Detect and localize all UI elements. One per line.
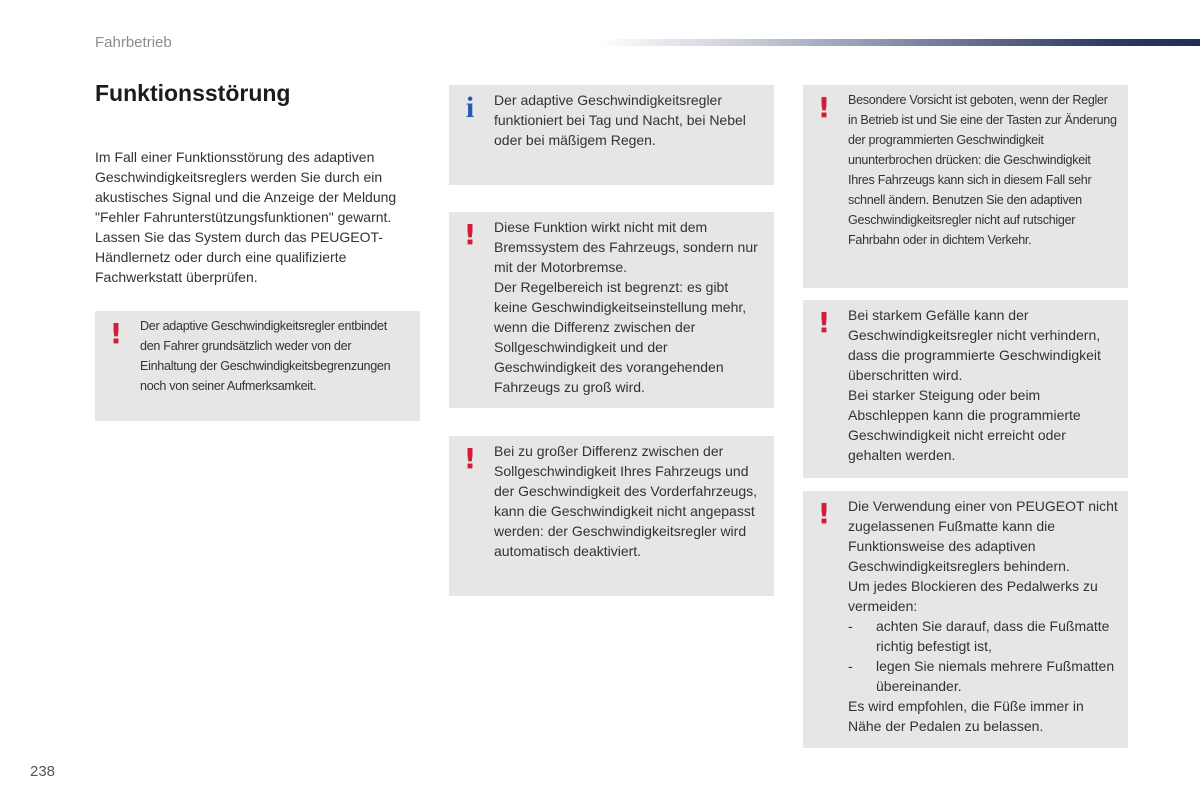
page-title: Funktionsstörung <box>95 80 291 106</box>
warning-box-floor-mat <box>803 491 1128 748</box>
warning-icon: ! <box>817 497 831 530</box>
intro-paragraph: Im Fall einer Funktionsstörung des adaptiven Geschwindigkeitsreglers werden Sie durch ein akustisches Signal und die Anzeige der Meldung "Fehler Fahrunterstützungsfunktionen" gewarnt. Lassen Sie das System durch das PEUGEOT-Händlernetz oder durch eine qualifizierte Fachwerkstatt überprüfen. <box>95 149 397 285</box>
bullet-marker: - <box>848 618 853 634</box>
warning-box-slope <box>803 300 1128 478</box>
warning-text: Bei zu großer Differenz zwischen der Sollgeschwindigkeit Ihres Fahrzeugs und der Geschwindigkeit des Vorderfahrzeugs, kann die Geschwindigkeit nicht angepasst werden: der Geschwindigkeitsregler wird automatisch deaktiviert. <box>494 443 758 559</box>
warning-text: Der adaptive Geschwindigkeitsregler entbindet den Fahrer grundsätzlich weder von der Einhaltung der Geschwindigkeitsbegrenzungen noch von seiner Aufmerksamkeit. <box>140 319 391 393</box>
warning-paragraph: Um jedes Blockieren des Pedalwerks zu vermeiden: <box>848 578 1098 614</box>
info-icon: i <box>465 91 475 124</box>
info-box-weather <box>449 85 774 185</box>
info-text: Der adaptive Geschwindigkeitsregler funktioniert bei Tag und Nacht, bei Nebel oder bei mäßigem Regen. <box>494 92 746 148</box>
warning-text <box>494 217 764 397</box>
warning-paragraph: Bei starker Steigung oder beim Abschleppen kann die programmierte Geschwindigkeit nicht erreicht oder gehalten werden. <box>848 387 1081 463</box>
bullet-item <box>848 656 1118 696</box>
warning-text <box>848 496 1118 736</box>
bullet-text: achten Sie darauf, dass die Fußmatte richtig befestigt ist, <box>876 618 1110 654</box>
warning-box-engine-brake <box>449 212 774 408</box>
warning-paragraph: Diese Funktion wirkt nicht mit dem Bremssystem des Fahrzeugs, sondern nur mit der Motorbremse. <box>494 219 758 275</box>
warning-box-caution-buttons <box>803 85 1128 288</box>
warning-text <box>848 305 1118 465</box>
warning-icon: ! <box>463 442 477 475</box>
warning-box-speed-difference <box>449 436 774 596</box>
bullet-text: legen Sie niemals mehrere Fußmatten übereinander. <box>876 658 1115 694</box>
warning-text: Besondere Vorsicht ist geboten, wenn der Regler in Betrieb ist und Sie eine der Tasten zur Änderung der programmierten Geschwindigkeit ununterbrochen drücken: die Geschwindigkeit Ihres Fahrzeugs kann sich in diesem Fall sehr schnell ändern. Benutzen Sie den adaptiven Geschwindigkeitsregler nicht auf rutschiger Fahrbahn oder in dichtem Verkehr. <box>848 93 1117 247</box>
warning-icon: ! <box>817 91 831 124</box>
section-label: Fahrbetrieb <box>95 34 172 51</box>
header-bar <box>600 39 1200 46</box>
warning-paragraph: Die Verwendung einer von PEUGEOT nicht zugelassenen Fußmatte kann die Funktionsweise des adaptiven Geschwindigkeitsreglers behindern. <box>848 498 1118 574</box>
bullet-item <box>848 616 1118 656</box>
warning-paragraph: Bei starkem Gefälle kann der Geschwindigkeitsregler nicht verhindern, dass die programmierte Geschwindigkeit überschritten wird. <box>848 307 1101 383</box>
warning-paragraph: Es wird empfohlen, die Füße immer in Nähe der Pedalen zu belassen. <box>848 698 1084 734</box>
warning-icon: ! <box>109 317 123 350</box>
bullet-marker: - <box>848 658 853 674</box>
warning-box-driver-responsibility <box>95 311 420 421</box>
warning-paragraph: Der Regelbereich ist begrenzt: es gibt keine Geschwindigkeitseinstellung mehr, wenn die Differenz zwischen der Sollgeschwindigkeit und der Geschwindigkeit des vorangehenden Fahrzeugs zu groß wird. <box>494 279 747 395</box>
page-number: 238 <box>30 763 56 780</box>
warning-icon: ! <box>463 218 477 251</box>
warning-icon: ! <box>817 306 831 339</box>
